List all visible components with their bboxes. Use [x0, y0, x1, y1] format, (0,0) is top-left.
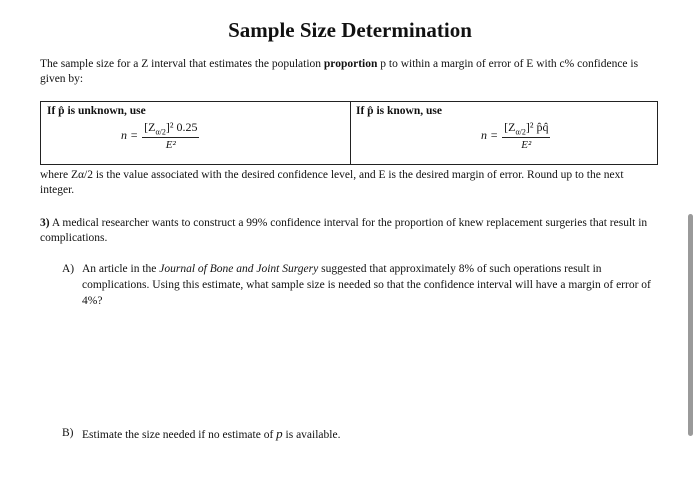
formula-table [40, 101, 658, 165]
right-num-z: [Z [504, 120, 516, 134]
journal-name: Journal of Bone and Joint Surgery [159, 263, 319, 275]
vertical-scrollbar[interactable] [688, 214, 693, 436]
part-b [62, 426, 657, 443]
part-b-text [82, 426, 340, 443]
left-cell-header: If p̂ is unknown, use [47, 105, 146, 117]
right-formula-denominator: E² [521, 139, 532, 152]
part-a [62, 261, 657, 309]
part-b-label: B) [62, 427, 74, 439]
left-formula-lhs: n = [121, 128, 139, 143]
left-num-sub: α/2 [155, 127, 166, 137]
table-divider [350, 102, 351, 164]
intro-text-2: p to within a margin of error of E with c% confidence is given by: [40, 58, 639, 85]
part-a-text-1: An article in the [82, 263, 160, 275]
part-a-text [82, 261, 657, 309]
part-b-text-2: is available. [282, 429, 341, 441]
question-3-number: 3) [40, 217, 50, 229]
part-a-label: A) [62, 263, 75, 275]
left-formula-fraction [142, 120, 199, 151]
left-num-tail: ]² 0.25 [165, 120, 198, 134]
intro-bold: proportion [323, 58, 378, 70]
intro-paragraph [40, 57, 640, 87]
left-formula-denominator: E² [165, 139, 176, 152]
left-num-z: [Z [144, 120, 156, 134]
part-b-var: p [276, 426, 283, 441]
right-formula-lhs: n = [481, 128, 499, 143]
right-cell-header: If p̂ is known, use [356, 105, 442, 117]
page-title: Sample Size Determination [228, 18, 472, 42]
part-b-text-1: Estimate the size needed if no estimate of [82, 429, 277, 441]
right-formula [481, 120, 550, 151]
right-formula-fraction [502, 120, 550, 151]
right-num-tail: ]² p̂q̂ [525, 120, 549, 134]
part-a-text-2: suggested that approximately 8% of such operations result in complications. Using this estimate, what sample size is needed so that the confidence interval will have a margin of error of 4%? [82, 263, 651, 307]
right-formula-numerator [502, 120, 550, 138]
right-num-sub: α/2 [515, 127, 526, 137]
question-3 [40, 216, 650, 246]
left-formula [121, 120, 199, 151]
after-table-note: where Zα/2 is the value associated with the desired confidence level, and E is the desired margin of error. Round up to the next integer. [40, 169, 624, 196]
question-3-text: A medical researcher wants to construct a 99% confidence interval for the proportion of knew replacement surgeries that result in complications. [40, 217, 648, 244]
left-formula-numerator [142, 120, 199, 138]
intro-text-1: The sample size for a Z interval that estimates the population [40, 58, 324, 70]
